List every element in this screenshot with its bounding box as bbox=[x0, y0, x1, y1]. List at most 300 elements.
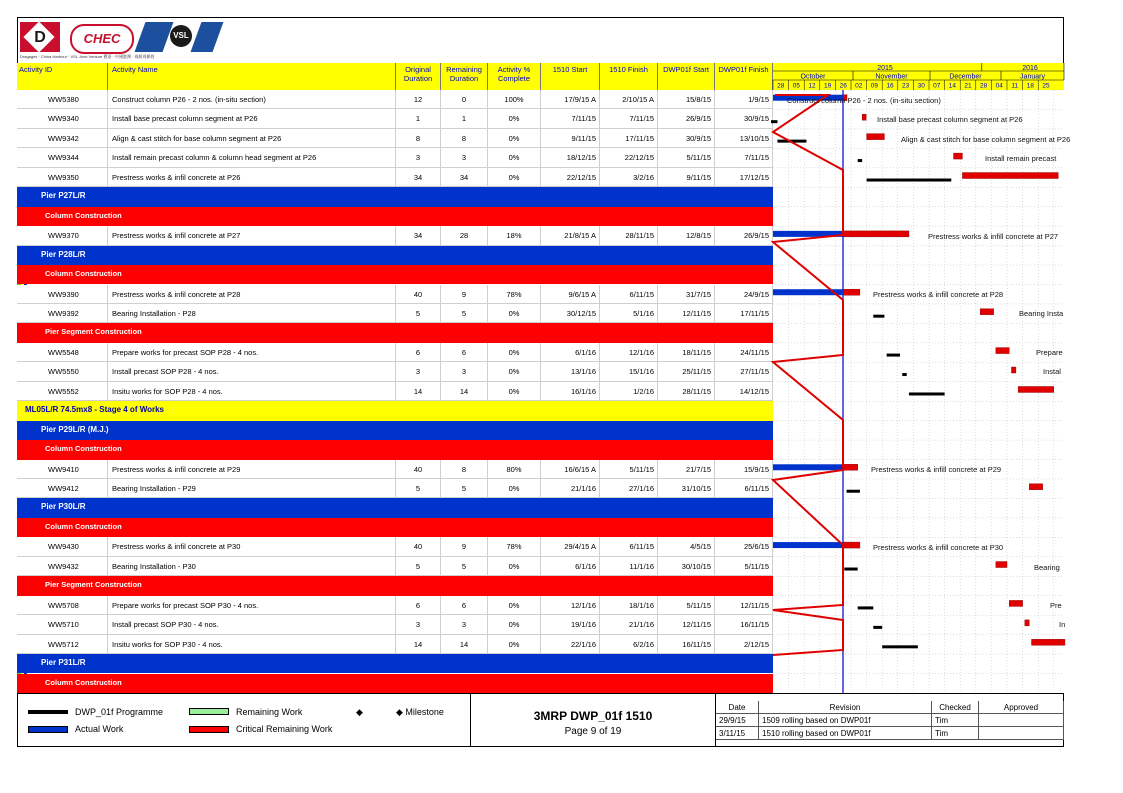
programme-bar bbox=[882, 645, 918, 648]
remaining-duration: 5 bbox=[441, 479, 488, 497]
col-header-pct-complete[interactable]: Activity % Complete bbox=[488, 63, 541, 90]
critical-bar bbox=[1018, 386, 1054, 392]
finish-dwp01f: 27/11/15 bbox=[715, 362, 773, 380]
schedule-title: 3MRP DWP_01f 1510 bbox=[533, 709, 653, 723]
gantt-bar-label: In bbox=[1059, 620, 1066, 629]
wbs-pier-row[interactable] bbox=[17, 187, 773, 206]
finish-1510: 7/11/15 bbox=[600, 109, 658, 127]
activity-name: Install base precast column segment at P26 bbox=[108, 109, 396, 127]
finish-1510: 15/1/16 bbox=[600, 362, 658, 380]
activity-name: Bearing Installation - P28 bbox=[108, 304, 396, 322]
percent-complete: 0% bbox=[488, 343, 541, 361]
wbs-section-row[interactable] bbox=[17, 518, 773, 537]
vsl-logo: VSL bbox=[140, 22, 220, 52]
jv-caption: Dragages · China Harbour · VSL Joint Venture 寶嘉 · 中國港灣 · 威勝周聯營 bbox=[20, 54, 155, 59]
rev-approved bbox=[979, 714, 1064, 727]
finish-dwp01f: 17/11/15 bbox=[715, 304, 773, 322]
original-duration: 40 bbox=[396, 460, 441, 478]
critical-bar bbox=[862, 114, 866, 120]
start-1510: 22/12/15 bbox=[541, 168, 600, 186]
start-dwp01f: 12/8/15 bbox=[658, 226, 715, 244]
finish-1510: 18/1/16 bbox=[600, 596, 658, 614]
start-1510: 30/12/15 bbox=[541, 304, 600, 322]
wbs-section-row[interactable] bbox=[17, 576, 773, 595]
finish-dwp01f: 15/9/15 bbox=[715, 460, 773, 478]
start-dwp01f: 5/11/15 bbox=[658, 148, 715, 166]
programme-bar bbox=[771, 120, 777, 123]
programme-bar bbox=[847, 490, 860, 493]
gantt-bar-label: Install base precast column segment at P26 bbox=[877, 115, 1023, 124]
start-dwp01f: 26/9/15 bbox=[658, 109, 715, 127]
finish-dwp01f: 12/11/15 bbox=[715, 596, 773, 614]
finish-dwp01f: 30/9/15 bbox=[715, 109, 773, 127]
percent-complete: 0% bbox=[488, 596, 541, 614]
original-duration: 6 bbox=[396, 343, 441, 361]
start-dwp01f: 31/7/15 bbox=[658, 285, 715, 303]
finish-dwp01f: 13/10/15 bbox=[715, 129, 773, 147]
wbs-label: Pier P27L/R bbox=[41, 191, 86, 201]
title-block bbox=[470, 693, 716, 747]
original-duration: 5 bbox=[396, 479, 441, 497]
activity-name: Prestress works & infil concrete at P26 bbox=[108, 168, 396, 186]
programme-bar bbox=[873, 626, 882, 629]
start-dwp01f: 25/11/15 bbox=[658, 362, 715, 380]
percent-complete: 0% bbox=[488, 168, 541, 186]
percent-complete: 0% bbox=[488, 479, 541, 497]
original-duration: 3 bbox=[396, 615, 441, 633]
remaining-duration: 14 bbox=[441, 382, 488, 400]
start-1510: 16/6/15 A bbox=[541, 460, 600, 478]
original-duration: 34 bbox=[396, 226, 441, 244]
gantt-chart bbox=[773, 90, 1071, 693]
wbs-pier-row[interactable] bbox=[17, 246, 773, 265]
finish-dwp01f: 16/11/15 bbox=[715, 615, 773, 633]
activity-id: WW9370 bbox=[29, 226, 108, 244]
table-row[interactable] bbox=[17, 129, 773, 148]
activity-id: WW9392 bbox=[29, 304, 108, 322]
remaining-duration: 0 bbox=[441, 90, 488, 108]
timescale-day: 07 bbox=[933, 82, 941, 90]
table-row[interactable] bbox=[17, 382, 773, 401]
activity-name: Bearing Installation - P30 bbox=[108, 557, 396, 575]
remaining-duration: 1 bbox=[441, 109, 488, 127]
rev-header-date: Date bbox=[716, 701, 759, 714]
percent-complete: 0% bbox=[488, 304, 541, 322]
critical-bar bbox=[843, 464, 858, 470]
start-1510: 21/8/15 A bbox=[541, 226, 600, 244]
original-duration: 6 bbox=[396, 596, 441, 614]
percent-complete: 100% bbox=[488, 90, 541, 108]
activity-name: Prestress works & infil concrete at P29 bbox=[108, 460, 396, 478]
critical-bar bbox=[954, 153, 963, 159]
percent-complete: 0% bbox=[488, 615, 541, 633]
start-1510: 9/11/15 bbox=[541, 129, 600, 147]
table-row[interactable] bbox=[17, 635, 773, 654]
finish-1510: 21/1/16 bbox=[600, 615, 658, 633]
gantt-bar-label: Prestress works & infill concrete at P28 bbox=[873, 290, 1004, 299]
start-1510: 6/1/16 bbox=[541, 343, 600, 361]
activity-id: WW9340 bbox=[29, 109, 108, 127]
legend-programme-swatch bbox=[28, 710, 68, 714]
finish-1510: 3/2/16 bbox=[600, 168, 658, 186]
finish-1510: 5/1/16 bbox=[600, 304, 658, 322]
gantt-bar-label: Pre bbox=[1050, 601, 1062, 610]
critical-bar bbox=[843, 542, 860, 548]
timescale-day: 18 bbox=[1026, 82, 1035, 90]
activity-id: WW5552 bbox=[29, 382, 108, 400]
original-duration: 40 bbox=[396, 537, 441, 555]
table-row[interactable] bbox=[17, 285, 773, 304]
start-1510: 19/1/16 bbox=[541, 615, 600, 633]
critical-bar bbox=[1032, 639, 1065, 645]
timescale bbox=[773, 63, 1064, 90]
table-row[interactable] bbox=[17, 460, 773, 479]
critical-bar bbox=[980, 309, 993, 315]
activity-name: Prestress works & infil concrete at P30 bbox=[108, 537, 396, 555]
finish-dwp01f: 2/12/15 bbox=[715, 635, 773, 653]
wbs-label: Column Construction bbox=[45, 269, 122, 279]
start-dwp01f: 28/11/15 bbox=[658, 382, 715, 400]
remaining-duration: 8 bbox=[441, 129, 488, 147]
finish-dwp01f: 24/11/15 bbox=[715, 343, 773, 361]
original-duration: 40 bbox=[396, 285, 441, 303]
start-dwp01f: 12/11/15 bbox=[658, 304, 715, 322]
finish-1510: 6/11/15 bbox=[600, 537, 658, 555]
activity-name: Prestress works & infil concrete at P28 bbox=[108, 285, 396, 303]
original-duration: 1 bbox=[396, 109, 441, 127]
actual-bar bbox=[773, 464, 843, 470]
table-row[interactable] bbox=[17, 557, 773, 576]
legend-actual-swatch bbox=[28, 726, 68, 733]
rev-text: 1509 rolling based on DWP01f bbox=[759, 714, 932, 727]
start-1510: 12/1/16 bbox=[541, 596, 600, 614]
activity-id: WW9344 bbox=[29, 148, 108, 166]
remaining-duration: 14 bbox=[441, 635, 488, 653]
critical-bar bbox=[962, 173, 1058, 179]
col-header-remaining-duration[interactable]: Remaining Duration bbox=[441, 63, 488, 90]
gantt-bar-label: Prestress works & infill concrete at P30 bbox=[873, 543, 1004, 552]
programme-bar bbox=[858, 159, 862, 162]
timescale-day: 23 bbox=[901, 82, 910, 90]
finish-1510: 2/10/15 A bbox=[600, 90, 658, 108]
table-row[interactable] bbox=[17, 479, 773, 498]
percent-complete: 80% bbox=[488, 460, 541, 478]
col-header-dwp-start[interactable]: DWP01f Start bbox=[658, 63, 715, 90]
legend-milestone-symbol: ◆ bbox=[356, 707, 363, 717]
table-row[interactable] bbox=[17, 148, 773, 167]
timescale-day: 05 bbox=[792, 82, 801, 90]
timescale-day: 25 bbox=[1042, 82, 1050, 90]
timescale-day: 14 bbox=[948, 82, 957, 90]
wbs-label: Pier P31L/R bbox=[41, 658, 86, 668]
start-dwp01f: 5/11/15 bbox=[658, 596, 715, 614]
col-header-name[interactable]: Activity Name bbox=[108, 63, 396, 90]
wbs-pier-row[interactable] bbox=[17, 421, 773, 440]
percent-complete: 0% bbox=[488, 362, 541, 380]
wbs-section-row[interactable] bbox=[17, 323, 773, 342]
remaining-duration: 34 bbox=[441, 168, 488, 186]
critical-path-line bbox=[773, 95, 843, 655]
critical-bar bbox=[867, 134, 885, 140]
percent-complete: 0% bbox=[488, 148, 541, 166]
activity-id: WW5380 bbox=[29, 90, 108, 108]
timescale-year: 2015 bbox=[877, 65, 893, 72]
start-1510: 29/4/15 A bbox=[541, 537, 600, 555]
wbs-section-row[interactable] bbox=[17, 674, 773, 693]
critical-bar bbox=[1009, 600, 1022, 606]
critical-bar bbox=[1011, 367, 1015, 373]
wbs-label: Pier P30L/R bbox=[41, 502, 86, 512]
programme-bar bbox=[873, 315, 884, 318]
remaining-duration: 9 bbox=[441, 285, 488, 303]
wbs-label: Pier P28L/R bbox=[41, 249, 86, 259]
finish-1510: 1/2/16 bbox=[600, 382, 658, 400]
activity-id: WW5708 bbox=[29, 596, 108, 614]
activity-id: WW9390 bbox=[29, 285, 108, 303]
table-row[interactable] bbox=[17, 596, 773, 615]
start-1510: 13/1/16 bbox=[541, 362, 600, 380]
activity-name: Prepare works for precast SOP P28 - 4 nos. bbox=[108, 343, 396, 361]
rev-text: 1510 rolling based on DWP01f bbox=[759, 727, 932, 740]
finish-dwp01f: 25/6/15 bbox=[715, 537, 773, 555]
table-row[interactable] bbox=[17, 304, 773, 323]
percent-complete: 0% bbox=[488, 635, 541, 653]
col-header-orig-duration[interactable]: Original Duration bbox=[396, 63, 441, 90]
start-1510: 9/6/15 A bbox=[541, 285, 600, 303]
remaining-duration: 3 bbox=[441, 148, 488, 166]
remaining-duration: 6 bbox=[441, 596, 488, 614]
gantt-bar-label: Align & cast stitch for base column segment at P26 bbox=[901, 135, 1071, 144]
start-dwp01f: 12/11/15 bbox=[658, 615, 715, 633]
timescale-year: 2016 bbox=[1022, 65, 1038, 72]
programme-bar bbox=[867, 179, 952, 182]
critical-bar bbox=[843, 289, 860, 295]
timescale-day: 02 bbox=[855, 82, 863, 90]
start-1510: 17/9/15 A bbox=[541, 90, 600, 108]
wbs-label: Column Construction bbox=[45, 210, 122, 220]
activity-id: WW9432 bbox=[29, 557, 108, 575]
legend-actual: Actual Work bbox=[75, 724, 124, 734]
remaining-duration: 6 bbox=[441, 343, 488, 361]
activity-name: Bearing Installation - P29 bbox=[108, 479, 396, 497]
timescale-month: December bbox=[949, 73, 982, 81]
finish-dwp01f: 5/11/15 bbox=[715, 557, 773, 575]
wbs-section-row[interactable] bbox=[17, 440, 773, 459]
wbs-label: ML05L/R 74.5mx8 - Stage 4 of Works bbox=[25, 405, 165, 415]
timescale-day: 28 bbox=[777, 82, 785, 90]
start-1510: 16/1/16 bbox=[541, 382, 600, 400]
timescale-month: January bbox=[1020, 73, 1045, 81]
start-dwp01f: 15/8/15 bbox=[658, 90, 715, 108]
activity-id: WW5548 bbox=[29, 343, 108, 361]
col-header-1510-finish[interactable]: 1510 Finish bbox=[600, 63, 658, 90]
finish-dwp01f: 26/9/15 bbox=[715, 226, 773, 244]
wbs-label: Pier Segment Construction bbox=[45, 580, 142, 590]
activity-id: WW9350 bbox=[29, 168, 108, 186]
gantt-bar-label: Bearing Insta bbox=[1019, 309, 1064, 318]
critical-bar bbox=[843, 231, 909, 237]
timescale-month: October bbox=[800, 73, 826, 81]
legend-critical-swatch bbox=[189, 726, 229, 733]
wbs-label: Column Construction bbox=[45, 677, 122, 687]
wbs-stage-row[interactable] bbox=[17, 401, 773, 420]
wbs-pier-row[interactable] bbox=[17, 498, 773, 517]
gantt-bar-label: Instal bbox=[1043, 367, 1061, 376]
table-row[interactable] bbox=[17, 362, 773, 381]
start-1510: 21/1/16 bbox=[541, 479, 600, 497]
activity-id: WW9430 bbox=[29, 537, 108, 555]
finish-1510: 6/11/15 bbox=[600, 285, 658, 303]
activity-name: Install precast SOP P30 - 4 nos. bbox=[108, 615, 396, 633]
gantt-bar-label: Bearing bbox=[1034, 563, 1060, 572]
finish-1510: 28/11/15 bbox=[600, 226, 658, 244]
table-row[interactable] bbox=[17, 615, 773, 634]
start-dwp01f: 30/10/15 bbox=[658, 557, 715, 575]
legend-milestone: ◆ Milestone bbox=[396, 707, 444, 717]
start-dwp01f: 31/10/15 bbox=[658, 479, 715, 497]
rev-approved bbox=[979, 727, 1064, 740]
start-1510: 18/12/15 bbox=[541, 148, 600, 166]
finish-dwp01f: 14/12/15 bbox=[715, 382, 773, 400]
table-row[interactable] bbox=[17, 537, 773, 556]
remaining-duration: 9 bbox=[441, 537, 488, 555]
percent-complete: 0% bbox=[488, 129, 541, 147]
rev-checked: Tim bbox=[932, 727, 979, 740]
start-dwp01f: 9/11/15 bbox=[658, 168, 715, 186]
start-dwp01f: 18/11/15 bbox=[658, 343, 715, 361]
gantt-bar-label: Prepare bbox=[1036, 348, 1063, 357]
legend-programme: DWP_01f Programme bbox=[75, 707, 164, 717]
chec-logo: CHEC bbox=[70, 24, 134, 54]
timescale-month: November bbox=[875, 73, 908, 81]
timescale-day: 04 bbox=[995, 82, 1003, 90]
activity-id: WW9410 bbox=[29, 460, 108, 478]
finish-dwp01f: 17/12/15 bbox=[715, 168, 773, 186]
col-header-1510-start[interactable]: 1510 Start bbox=[541, 63, 600, 90]
original-duration: 8 bbox=[396, 129, 441, 147]
activity-id: WW9342 bbox=[29, 129, 108, 147]
timescale-day: 12 bbox=[808, 82, 816, 90]
original-duration: 14 bbox=[396, 382, 441, 400]
col-header-dwp-finish[interactable]: DWP01f Finish bbox=[715, 63, 773, 90]
timescale-day: 09 bbox=[870, 82, 879, 90]
original-duration: 14 bbox=[396, 635, 441, 653]
gantt-canvas bbox=[773, 90, 1071, 693]
timescale-day: 28 bbox=[979, 82, 988, 90]
programme-bar bbox=[858, 606, 874, 609]
activity-id: WW5550 bbox=[29, 362, 108, 380]
critical-bar bbox=[996, 348, 1009, 354]
timescale-day: 30 bbox=[917, 82, 925, 90]
activity-name: Insitu works for SOP P28 - 4 nos. bbox=[108, 382, 396, 400]
finish-dwp01f: 1/9/15 bbox=[715, 90, 773, 108]
percent-complete: 18% bbox=[488, 226, 541, 244]
table-row[interactable] bbox=[17, 109, 773, 128]
percent-complete: 0% bbox=[488, 557, 541, 575]
percent-complete: 78% bbox=[488, 537, 541, 555]
actual-bar bbox=[773, 542, 843, 548]
table-row[interactable] bbox=[17, 226, 773, 245]
wbs-label: Column Construction bbox=[45, 521, 122, 531]
original-duration: 12 bbox=[396, 90, 441, 108]
wbs-pier-row[interactable] bbox=[17, 654, 773, 673]
critical-bar bbox=[996, 562, 1007, 568]
percent-complete: 0% bbox=[488, 382, 541, 400]
gantt-bar-label: Prestress works & infill concrete at P27 bbox=[928, 232, 1059, 241]
rev-header-approved: Approved bbox=[979, 701, 1064, 714]
timescale-day: 21 bbox=[964, 82, 972, 90]
original-duration: 5 bbox=[396, 557, 441, 575]
gantt-bar-label: Prestress works & infill concrete at P29 bbox=[871, 465, 1002, 474]
original-duration: 5 bbox=[396, 304, 441, 322]
timescale-day: 16 bbox=[886, 82, 894, 90]
critical-bar bbox=[1025, 620, 1029, 626]
dragages-logo: D bbox=[20, 22, 60, 52]
table-row[interactable] bbox=[17, 90, 773, 109]
activity-name: Prepare works for precast SOP P30 - 4 nos. bbox=[108, 596, 396, 614]
table-row[interactable] bbox=[17, 343, 773, 362]
activity-name: Align & cast stitch for base column segment at P26 bbox=[108, 129, 396, 147]
start-1510: 6/1/16 bbox=[541, 557, 600, 575]
gantt-bar-label: Construct column P26 - 2 nos. (in-situ section) bbox=[787, 96, 941, 105]
remaining-duration: 3 bbox=[441, 615, 488, 633]
finish-1510: 27/1/16 bbox=[600, 479, 658, 497]
start-dwp01f: 30/9/15 bbox=[658, 129, 715, 147]
critical-bar bbox=[1029, 484, 1042, 490]
wbs-label: Pier P29L/R (M.J.) bbox=[41, 424, 109, 434]
activity-name: Install remain precast column & column head segment at P26 bbox=[108, 148, 396, 166]
programme-bar bbox=[844, 568, 857, 571]
start-dwp01f: 4/5/15 bbox=[658, 537, 715, 555]
finish-1510: 6/2/16 bbox=[600, 635, 658, 653]
finish-dwp01f: 6/11/15 bbox=[715, 479, 773, 497]
start-1510: 7/11/15 bbox=[541, 109, 600, 127]
percent-complete: 0% bbox=[488, 109, 541, 127]
rev-date: 29/9/15 bbox=[716, 714, 759, 727]
timescale-day: 19 bbox=[823, 82, 832, 90]
remaining-duration: 8 bbox=[441, 460, 488, 478]
finish-1510: 12/1/16 bbox=[600, 343, 658, 361]
original-duration: 34 bbox=[396, 168, 441, 186]
table-row[interactable] bbox=[17, 168, 773, 187]
timescale-day: 26 bbox=[839, 82, 847, 90]
wbs-label: Pier Segment Construction bbox=[45, 327, 142, 337]
activity-name: Install precast SOP P28 - 4 nos. bbox=[108, 362, 396, 380]
finish-1510: 5/11/15 bbox=[600, 460, 658, 478]
timescale-day: 11 bbox=[1011, 82, 1019, 90]
activity-name: Insitu works for SOP P30 - 4 nos. bbox=[108, 635, 396, 653]
finish-1510: 17/11/15 bbox=[600, 129, 658, 147]
remaining-duration: 5 bbox=[441, 557, 488, 575]
gantt-bar-label: Install remain precast bbox=[985, 154, 1057, 163]
start-dwp01f: 21/7/15 bbox=[658, 460, 715, 478]
programme-bar bbox=[909, 392, 945, 395]
percent-complete: 78% bbox=[488, 285, 541, 303]
wbs-section-row[interactable] bbox=[17, 265, 773, 284]
wbs-section-row[interactable] bbox=[17, 207, 773, 226]
activity-name: Construct column P26 - 2 nos. (in-situ section) bbox=[108, 90, 396, 108]
remaining-duration: 3 bbox=[441, 362, 488, 380]
finish-1510: 22/12/15 bbox=[600, 148, 658, 166]
programme-bar bbox=[887, 354, 900, 357]
finish-dwp01f: 7/11/15 bbox=[715, 148, 773, 166]
activity-id: WW9412 bbox=[29, 479, 108, 497]
legend-remaining-swatch bbox=[189, 708, 229, 715]
col-header-id[interactable]: Activity ID bbox=[17, 63, 108, 90]
original-duration: 3 bbox=[396, 148, 441, 166]
remaining-duration: 28 bbox=[441, 226, 488, 244]
timeline-header bbox=[773, 63, 1064, 91]
